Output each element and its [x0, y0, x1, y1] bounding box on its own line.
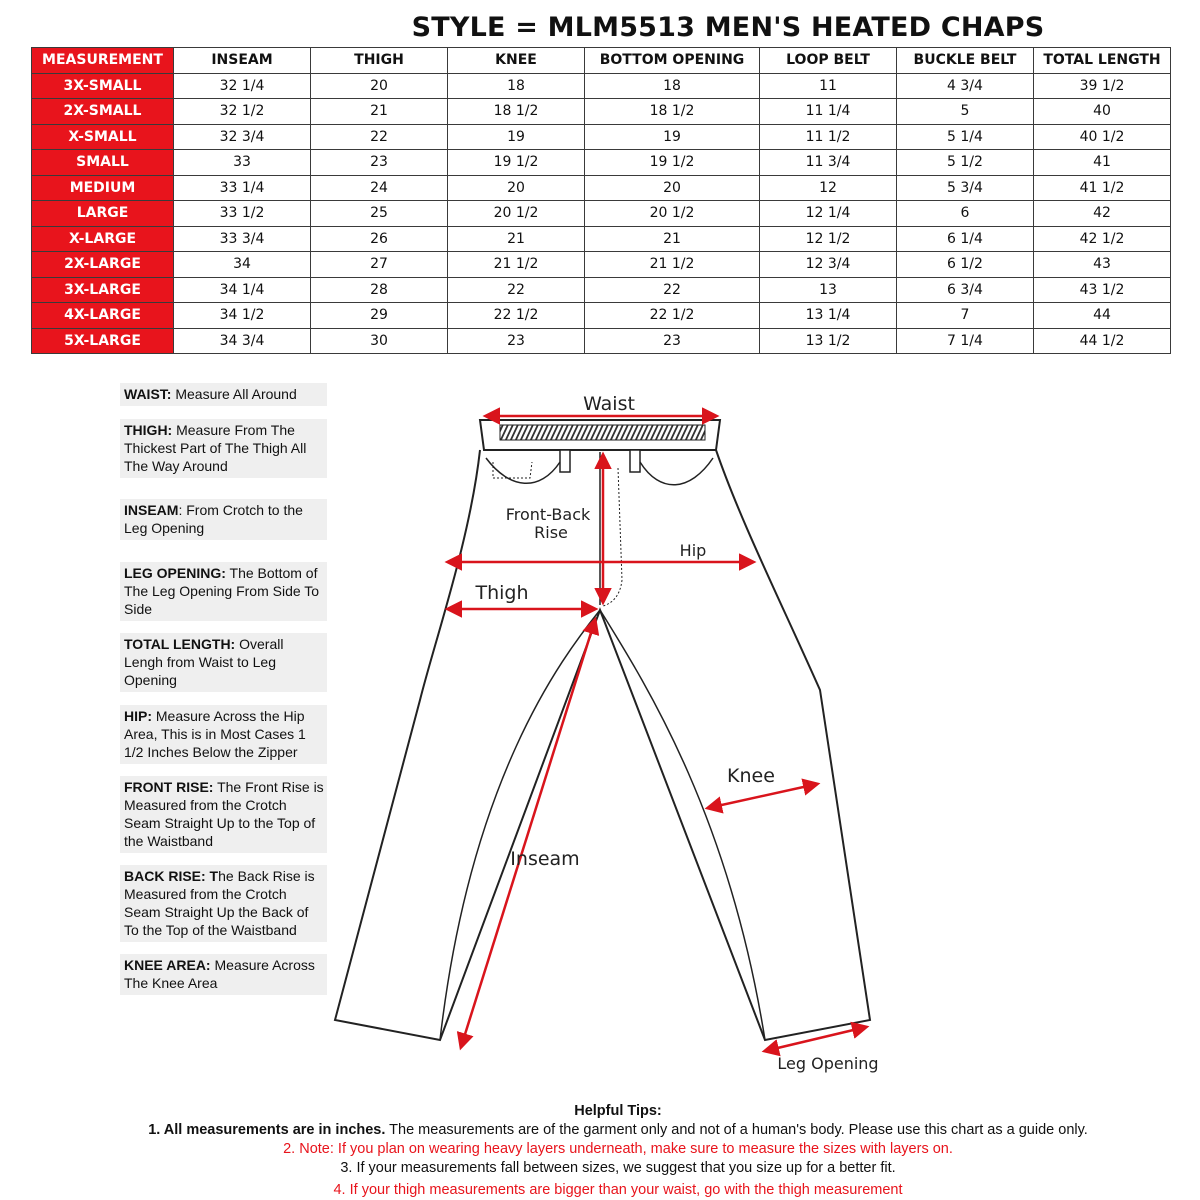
column-header: LOOP BELT: [760, 48, 897, 74]
size-name-cell: 3X-LARGE: [32, 277, 174, 303]
table-cell: 21 1/2: [585, 252, 760, 278]
table-cell: 43 1/2: [1034, 277, 1171, 303]
table-cell: 40: [1034, 99, 1171, 125]
table-cell: 5 3/4: [897, 175, 1034, 201]
table-cell: 33 1/2: [174, 201, 311, 227]
table-cell: 19 1/2: [585, 150, 760, 176]
page-title: STYLE = MLM5513 MEN'S HEATED CHAPS: [411, 12, 1045, 43]
table-cell: 32 1/4: [174, 73, 311, 99]
size-name-cell: 2X-LARGE: [32, 252, 174, 278]
table-cell: 21: [585, 226, 760, 252]
guide-term: INSEAM: [124, 502, 179, 518]
table-cell: 22: [311, 124, 448, 150]
table-cell: 20 1/2: [448, 201, 585, 227]
table-cell: 20: [585, 175, 760, 201]
size-name-cell: 4X-LARGE: [32, 303, 174, 329]
guide-text: The Bottom of The Leg Opening From Side To Side: [124, 565, 320, 617]
waist-label: Waist: [583, 393, 635, 415]
column-header: TOTAL LENGTH: [1034, 48, 1171, 74]
column-header: THIGH: [311, 48, 448, 74]
table-cell: 28: [311, 277, 448, 303]
table-cell: 13 1/4: [760, 303, 897, 329]
table-cell: 13 1/2: [760, 328, 897, 354]
guide-term: LEG OPENING:: [124, 565, 226, 581]
rise-label: Rise: [534, 523, 568, 542]
size-name-cell: X-LARGE: [32, 226, 174, 252]
table-cell: 5: [897, 99, 1034, 125]
front-back-label: Front-Back: [505, 505, 591, 524]
size-name-cell: LARGE: [32, 201, 174, 227]
table-cell: 12 1/2: [760, 226, 897, 252]
table-cell: 43: [1034, 252, 1171, 278]
table-cell: 18 1/2: [585, 99, 760, 125]
guide-term: FRONT RISE:: [124, 779, 214, 795]
table-cell: 34 1/4: [174, 277, 311, 303]
guide-term: BACK RISE: T: [124, 868, 219, 884]
size-name-cell: SMALL: [32, 150, 174, 176]
guide-term: THIGH:: [124, 422, 173, 438]
size-name-cell: 5X-LARGE: [32, 328, 174, 354]
table-cell: 29: [311, 303, 448, 329]
table-cell: 20 1/2: [585, 201, 760, 227]
column-header: BUCKLE BELT: [897, 48, 1034, 74]
table-cell: 22: [585, 277, 760, 303]
table-cell: 12 3/4: [760, 252, 897, 278]
table-cell: 11 1/4: [760, 99, 897, 125]
table-cell: 24: [311, 175, 448, 201]
table-cell: 22 1/2: [448, 303, 585, 329]
table-cell: 12 1/4: [760, 201, 897, 227]
column-header: INSEAM: [174, 48, 311, 74]
knee-arrow: [708, 784, 817, 808]
size-name-cell: X-SMALL: [32, 124, 174, 150]
table-cell: 42 1/2: [1034, 226, 1171, 252]
table-cell: 18 1/2: [448, 99, 585, 125]
guide-text: : From Crotch to the Leg Opening: [124, 502, 303, 536]
table-cell: 7: [897, 303, 1034, 329]
table-cell: 23: [448, 328, 585, 354]
size-name-cell: 2X-SMALL: [32, 99, 174, 125]
guide-term: HIP:: [124, 708, 152, 724]
table-cell: 20: [311, 73, 448, 99]
guide-text: The Front Rise is Measured from the Crotch Seam Straight Up to the Top of the Waistband: [124, 779, 324, 849]
table-cell: 34 1/2: [174, 303, 311, 329]
tip-1-bold: 1. All measurements are in inches.: [148, 1122, 386, 1138]
table-cell: 34 3/4: [174, 328, 311, 354]
tip-2: 2. Note: If you plan on wearing heavy layers underneath, make sure to measure the sizes with layers on.: [283, 1141, 953, 1157]
leg-opening-label: Leg Opening: [777, 1054, 879, 1073]
table-cell: 34: [174, 252, 311, 278]
table-cell: 30: [311, 328, 448, 354]
table-cell: 11 3/4: [760, 150, 897, 176]
guide-text: Measure Across the Hip Area, This is in Most Cases 1 1/2 Inches Below the Zipper: [124, 708, 306, 760]
table-cell: 6 1/2: [897, 252, 1034, 278]
table-cell: 39 1/2: [1034, 73, 1171, 99]
table-cell: 5 1/4: [897, 124, 1034, 150]
table-cell: 21 1/2: [448, 252, 585, 278]
table-cell: 23: [585, 328, 760, 354]
table-cell: 41 1/2: [1034, 175, 1171, 201]
table-cell: 12: [760, 175, 897, 201]
table-cell: 33: [174, 150, 311, 176]
inseam-label: Inseam: [510, 848, 580, 870]
guide-text: Measure From The Thickest Part of The Thigh All The Way Around: [124, 422, 307, 474]
table-cell: 42: [1034, 201, 1171, 227]
table-cell: 33 3/4: [174, 226, 311, 252]
tips-heading: Helpful Tips:: [574, 1103, 662, 1119]
table-cell: 21: [448, 226, 585, 252]
guide-term: KNEE AREA:: [124, 957, 211, 973]
table-cell: 18: [448, 73, 585, 99]
table-cell: 19: [585, 124, 760, 150]
column-header: BOTTOM OPENING: [585, 48, 760, 74]
tip-3: 3. If your measurements fall between sizes, we suggest that you size up for a better fit.: [340, 1160, 896, 1176]
tip-1-text: The measurements are of the garment only and not of a human's body. Please use this chart as a guide only.: [385, 1122, 1088, 1138]
table-cell: 6 3/4: [897, 277, 1034, 303]
guide-text: he Back Rise is Measured from the Crotch Seam Straight Up the Back of To the Top of the Waistband: [124, 868, 315, 938]
measurement-column-header: MEASUREMENT: [32, 48, 174, 74]
guide-text: Measure All Around: [171, 386, 297, 402]
table-cell: 22: [448, 277, 585, 303]
table-cell: 4 3/4: [897, 73, 1034, 99]
table-cell: 18: [585, 73, 760, 99]
thigh-label: Thigh: [475, 582, 529, 604]
table-cell: 26: [311, 226, 448, 252]
table-cell: 21: [311, 99, 448, 125]
table-cell: 44: [1034, 303, 1171, 329]
helpful-tips: [0, 1102, 1200, 1200]
inseam-arrow: [461, 620, 595, 1047]
table-cell: 7 1/4: [897, 328, 1034, 354]
guide-text: Overall Lengh from Waist to Leg Opening: [124, 636, 284, 688]
guide-term: WAIST:: [124, 386, 172, 402]
table-cell: 27: [311, 252, 448, 278]
knee-label: Knee: [727, 765, 775, 787]
hip-label: Hip: [679, 541, 707, 560]
table-cell: 32 1/2: [174, 99, 311, 125]
table-cell: 11 1/2: [760, 124, 897, 150]
table-cell: 20: [448, 175, 585, 201]
table-cell: 25: [311, 201, 448, 227]
table-cell: 11: [760, 73, 897, 99]
size-name-cell: MEDIUM: [32, 175, 174, 201]
guide-term: TOTAL LENGTH:: [124, 636, 236, 652]
table-cell: 44 1/2: [1034, 328, 1171, 354]
table-cell: 33 1/4: [174, 175, 311, 201]
table-cell: 6 1/4: [897, 226, 1034, 252]
table-cell: 13: [760, 277, 897, 303]
table-cell: 23: [311, 150, 448, 176]
tip-1: [0, 1121, 1200, 1140]
table-cell: 6: [897, 201, 1034, 227]
table-cell: 32 3/4: [174, 124, 311, 150]
guide-text: Measure Across The Knee Area: [124, 957, 315, 991]
table-cell: 19 1/2: [448, 150, 585, 176]
table-cell: 22 1/2: [585, 303, 760, 329]
table-cell: 40 1/2: [1034, 124, 1171, 150]
table-cell: 41: [1034, 150, 1171, 176]
tip-4: 4. If your thigh measurements are bigger than your waist, go with the thigh measurement: [333, 1182, 903, 1198]
table-cell: 5 1/2: [897, 150, 1034, 176]
table-cell: 19: [448, 124, 585, 150]
column-header: KNEE: [448, 48, 585, 74]
size-name-cell: 3X-SMALL: [32, 73, 174, 99]
